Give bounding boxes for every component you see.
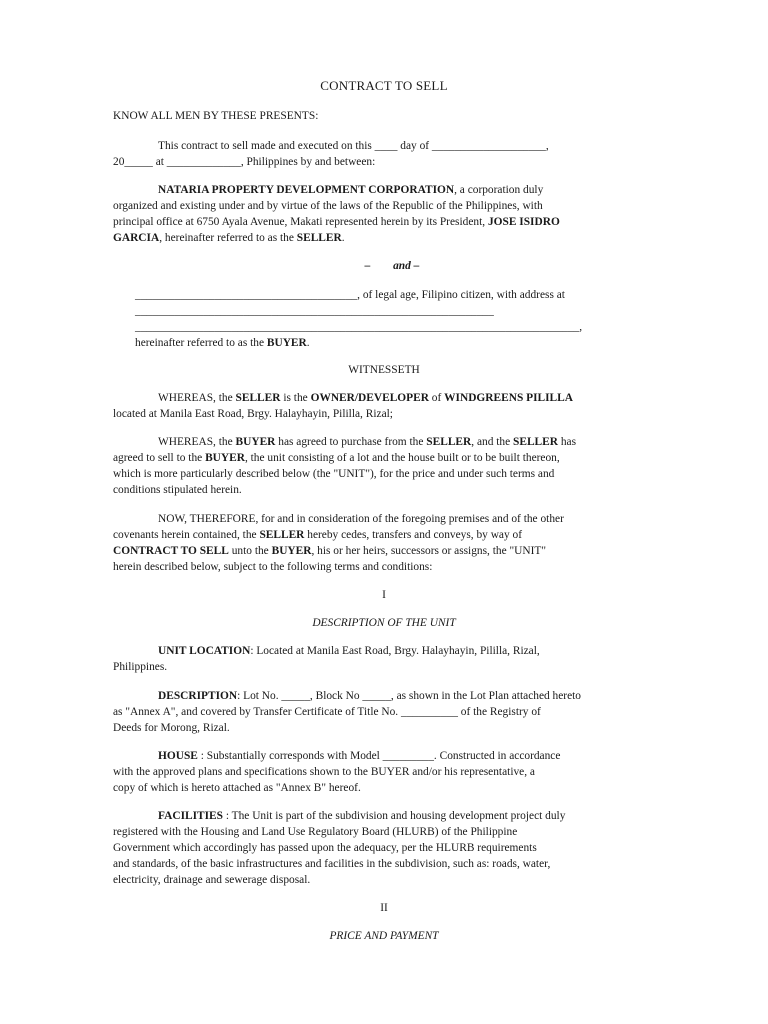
preamble-paragraph (113, 138, 653, 170)
seller-label: SELLER (296, 232, 342, 244)
president-surname: GARCIA (113, 232, 160, 244)
unit-location-paragraph (113, 643, 653, 675)
section-1-numeral: I (382, 589, 386, 601)
seller-party-line-2: organized and existing under and by virtue of the laws of the Republic of the Philippines, with (113, 200, 543, 212)
description-line-3: Deeds for Morong, Rizal. (113, 722, 230, 734)
description-line-1: DESCRIPTION: Lot No. _____, Block No _____, as shown in the Lot Plan attached hereto (158, 690, 582, 702)
whereas-paragraph-1 (113, 390, 653, 422)
house-line-1: HOUSE : Substantially corresponds with Model _________. Constructed in accordance (158, 750, 561, 762)
document-title: CONTRACT TO SELL (320, 78, 448, 93)
and-separator: – and – (364, 260, 420, 272)
now-therefore-line-4: herein described below, subject to the following terms and conditions: (113, 561, 433, 573)
unit-location-line-2: Philippines. (113, 661, 168, 673)
buyer-label: BUYER (266, 337, 307, 349)
whereas1-line-2: located at Manila East Road, Brgy. Halayhayin, Pililla, Rizal; (113, 408, 393, 420)
house-line-3: copy of which is hereto attached as "Annex B" hereof. (113, 782, 361, 794)
facilities-line-3: Government which accordingly has passed upon the adequacy, per the HLURB requirements (113, 842, 537, 854)
intro-line: KNOW ALL MEN BY THESE PRESENTS: (113, 110, 319, 122)
now-therefore-line-2: covenants herein contained, the SELLER hereby cedes, transfers and conveys, by way of (113, 529, 523, 541)
section-2-numeral: II (380, 902, 388, 914)
now-therefore-line-1: NOW, THEREFORE, for and in consideration of the foregoing premises and of the other (158, 513, 564, 525)
description-line-2: as "Annex A", and covered by Transfer Certificate of Title No. __________ of the Registry of (113, 706, 541, 718)
buyer-party-paragraph (135, 287, 655, 351)
project-name: WINDGREENS PILILLA (444, 392, 573, 404)
buyer-party-line-2: _______________________________________________________________ (135, 305, 494, 317)
whereas-paragraph-2 (113, 434, 653, 498)
whereas2-line-4: conditions stipulated herein. (113, 484, 242, 496)
whereas2-line-2: agreed to sell to the BUYER, the unit consisting of a lot and the house built or to be built thereon, (113, 452, 560, 464)
seller-party-line-3: principal office at 6750 Ayala Avenue, Makati represented herein by its President, JOSE ISIDRO (113, 216, 560, 228)
house-paragraph (113, 748, 653, 796)
buyer-party-line-4: hereinafter referred to as the BUYER. (135, 337, 310, 349)
facilities-line-1: FACILITIES : The Unit is part of the subdivision and housing development project duly (158, 810, 566, 822)
section-1-heading: DESCRIPTION OF THE UNIT (312, 617, 456, 629)
now-therefore-paragraph (113, 511, 653, 575)
house-line-2: with the approved plans and specifications shown to the BUYER and/or his representative, a (113, 766, 535, 778)
unit-location-line-1: UNIT LOCATION: Located at Manila East Road, Brgy. Halayhayin, Pililla, Rizal, (158, 645, 540, 657)
whereas2-line-3: which is more particularly described below (the "UNIT"), for the price and under such terms and (113, 468, 555, 480)
preamble-line-1: This contract to sell made and executed on this ____ day of ____________________, (158, 140, 549, 152)
section-2-heading: PRICE AND PAYMENT (329, 930, 439, 942)
seller-company-name: NATARIA PROPERTY DEVELOPMENT CORPORATION (158, 184, 455, 196)
whereas1-line-1: WHEREAS, the SELLER is the OWNER/DEVELOPER of WINDGREENS PILILLA (158, 392, 573, 404)
seller-party-paragraph (113, 182, 653, 246)
now-therefore-line-3: CONTRACT TO SELL unto the BUYER, his or her heirs, successors or assigns, the "UNIT" (113, 545, 547, 557)
whereas2-line-1: WHEREAS, the BUYER has agreed to purchase from the SELLER, and the SELLER has (158, 436, 577, 448)
facilities-line-2: registered with the Housing and Land Use Regulatory Board (HLURB) of the Philippine (113, 826, 518, 838)
seller-party-line-4: GARCIA, hereinafter referred to as the SELLER. (113, 232, 345, 244)
president-name: JOSE ISIDRO (487, 216, 560, 228)
facilities-line-5: electricity, drainage and sewerage disposal. (113, 874, 311, 886)
description-paragraph (113, 688, 653, 736)
preamble-line-2: 20_____ at _____________, Philippines by and between: (113, 156, 376, 168)
buyer-party-line-3: ______________________________________________________________________________, (135, 321, 583, 333)
buyer-party-line-1: _______________________________________, of legal age, Filipino citizen, with address at (135, 289, 565, 301)
facilities-paragraph (113, 808, 653, 888)
facilities-line-4: and standards, of the basic infrastructures and facilities in the subdivision, such as: roads, water, (113, 858, 551, 870)
witnesseth-heading: WITNESSETH (348, 364, 420, 376)
seller-party-line-1: NATARIA PROPERTY DEVELOPMENT CORPORATION, a corporation duly (158, 184, 544, 196)
